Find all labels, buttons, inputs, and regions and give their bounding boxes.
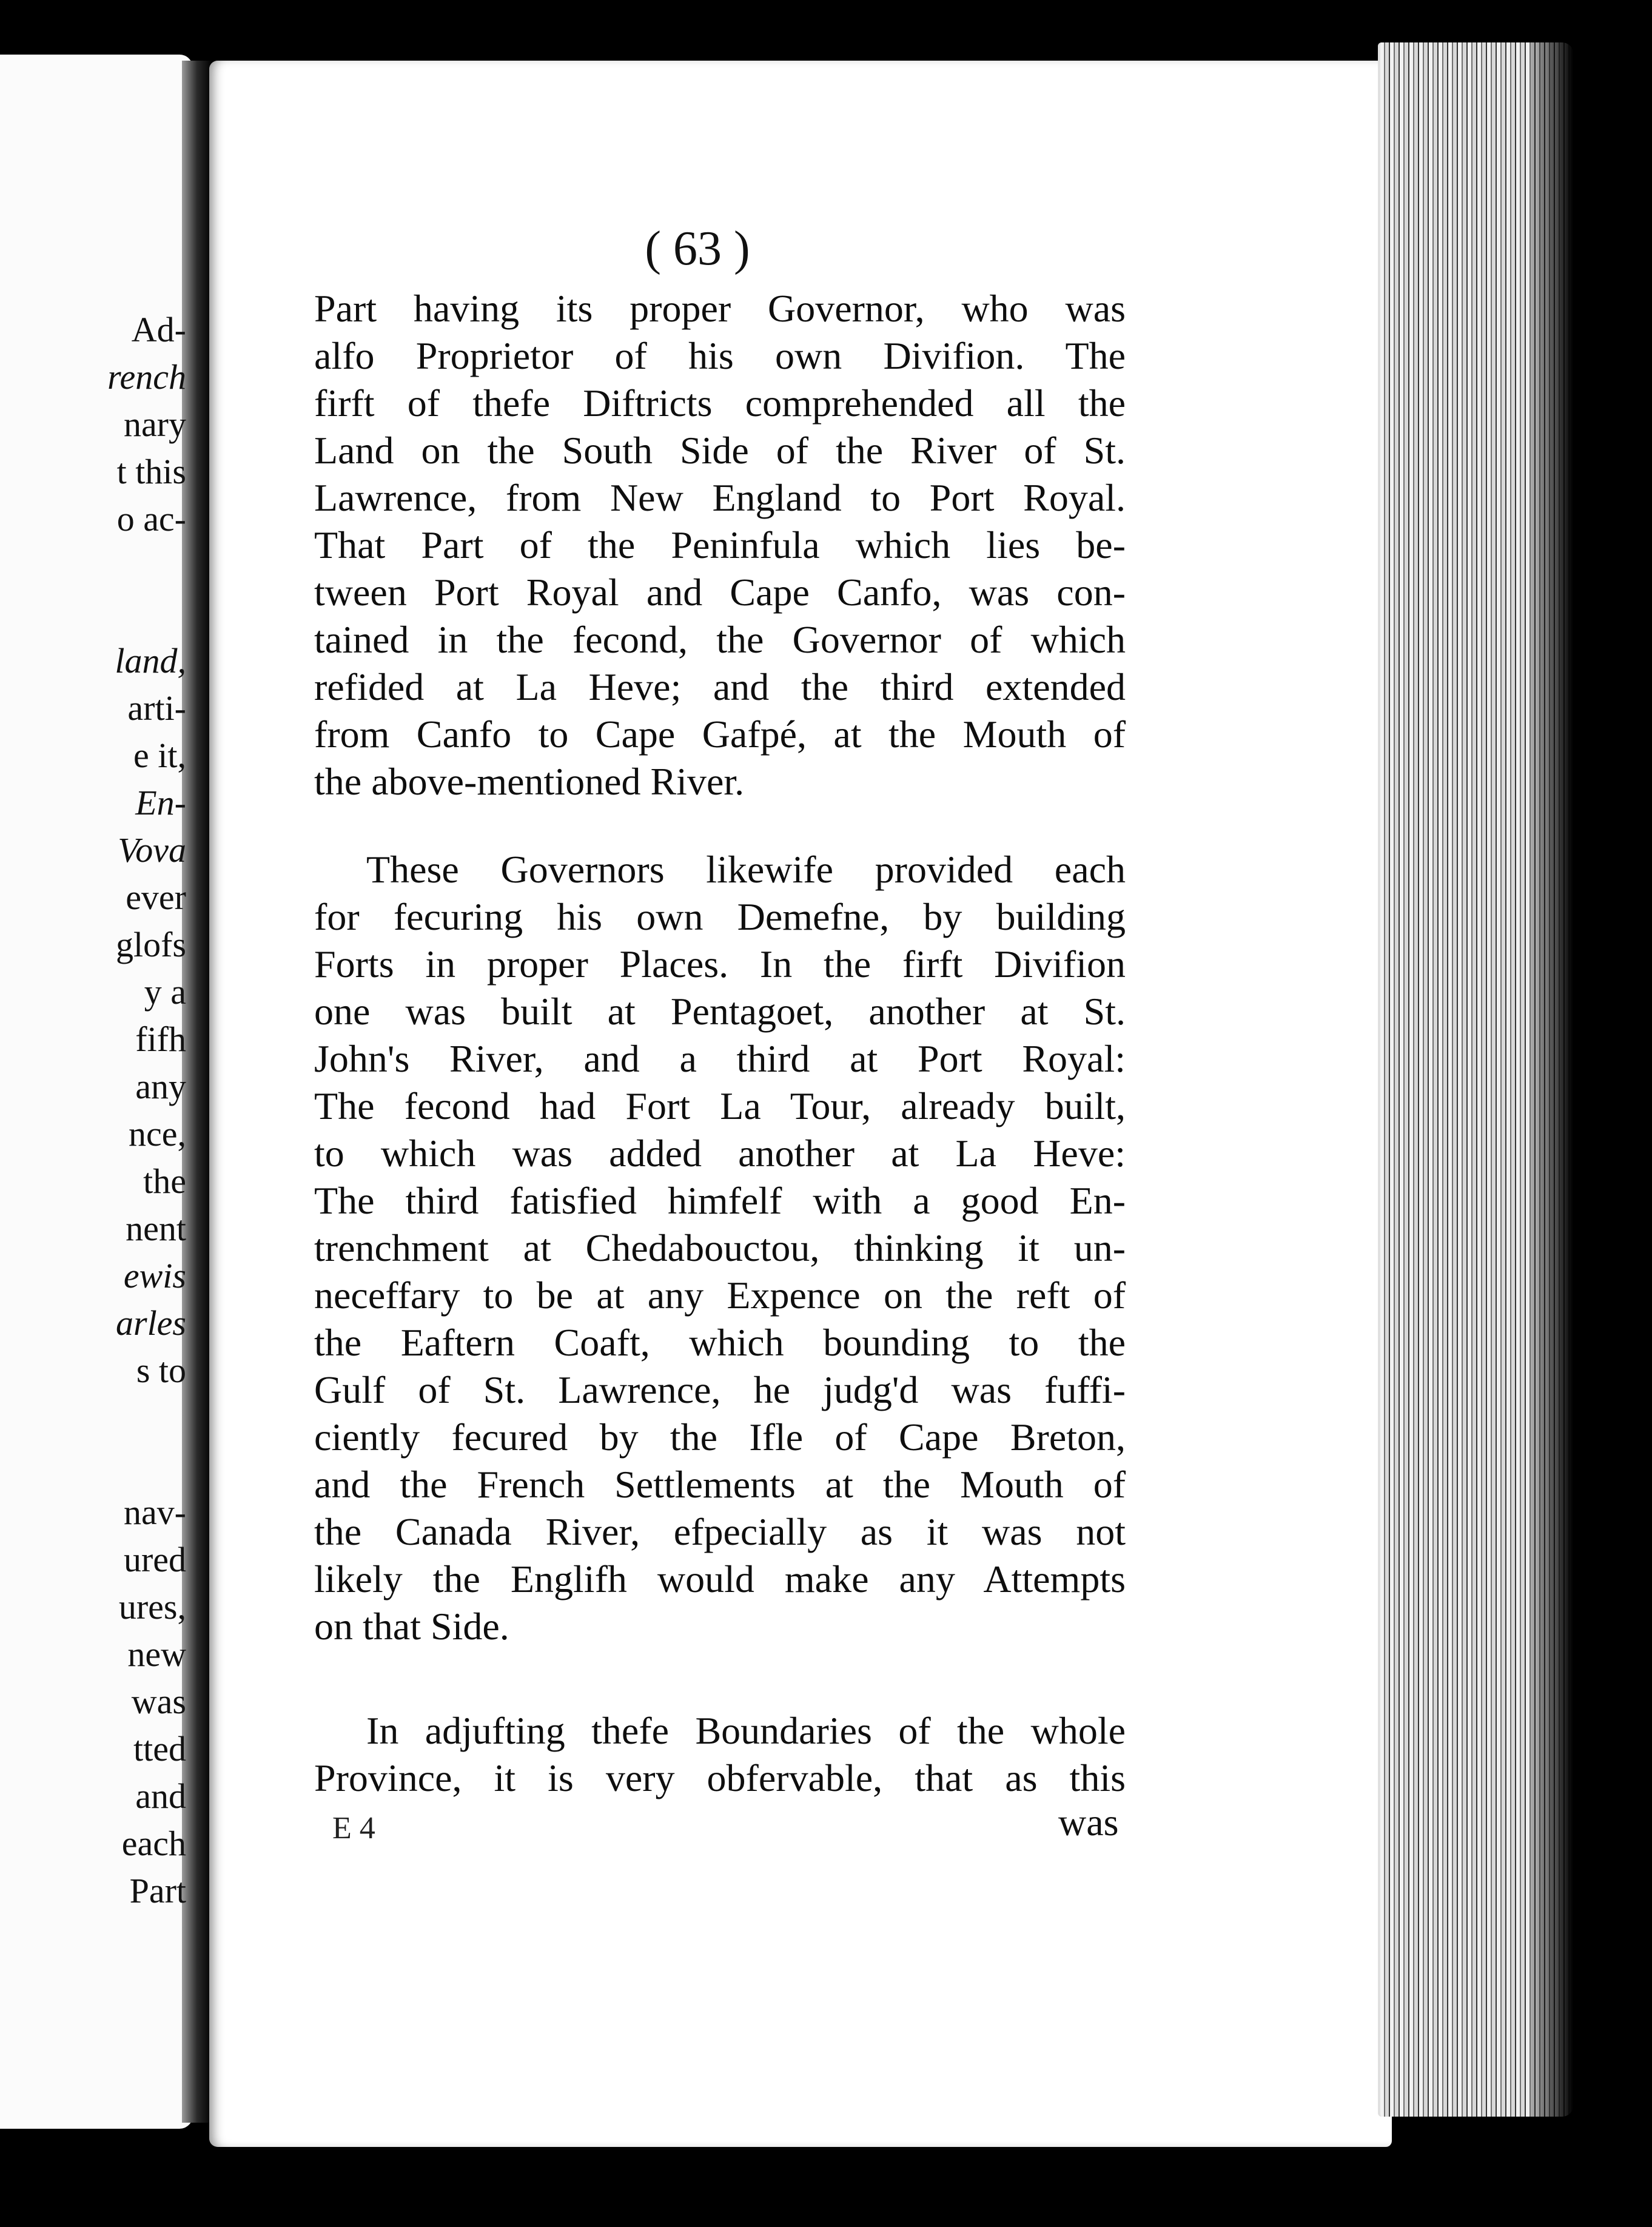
page-number: ( 63 ) [645, 222, 750, 275]
text-line: one was built at Pentagoet, another at St. [314, 990, 1126, 1033]
text-line: The fecond had Fort La Tour, already built, [314, 1084, 1126, 1127]
text-line: firft of thefe Diftricts comprehended all the [314, 381, 1126, 425]
page-edges [1378, 42, 1573, 2117]
text-line: neceffary to be at any Expence on the reft of [314, 1274, 1126, 1317]
text-line: trenchment at Chedabouctou, thinking it un- [314, 1226, 1126, 1269]
book-gutter [182, 61, 212, 2123]
catchword: was [1058, 1801, 1119, 1844]
text-line: tween Port Royal and Cape Canfo, was con- [314, 571, 1126, 614]
left-line: nary [123, 405, 186, 444]
text-line: Part having its proper Governor, who was [314, 287, 1126, 330]
text-line: for fecuring his own Demefne, by building [314, 895, 1126, 938]
left-line: was [131, 1682, 186, 1721]
left-line: glofs [116, 925, 186, 964]
left-line: fifh [135, 1019, 186, 1059]
left-line: ever [126, 878, 186, 917]
text-line: refided at La Heve; and the third extended [314, 665, 1126, 708]
left-line: s to [136, 1351, 186, 1390]
text-line: That Part of the Peninfula which lies be- [314, 523, 1126, 566]
left-line: arles [116, 1303, 186, 1343]
left-line: Vova [118, 830, 186, 870]
text-line: Forts in proper Places. In the firft Divifion [314, 942, 1126, 986]
left-line: e it, [133, 736, 186, 775]
left-line: o ac- [116, 499, 186, 539]
left-line: ures, [118, 1587, 186, 1627]
left-line: land, [115, 641, 186, 680]
text-line: These Governors likewife provided each [366, 848, 1126, 891]
left-line: arti- [127, 688, 186, 728]
left-line: each [121, 1824, 186, 1863]
text-line: from Canfo to Cape Gafpé, at the Mouth of [314, 713, 1126, 756]
text-line: Province, it is very obfervable, that as this [314, 1756, 1126, 1799]
paragraph-1 [314, 285, 1126, 805]
left-line: Part [129, 1871, 186, 1910]
text-line: on that Side. [314, 1605, 509, 1648]
left-line: any [135, 1067, 186, 1106]
left-line: the [143, 1161, 186, 1201]
text-line: Lawrence, from New England to Port Royal. [314, 476, 1126, 519]
text-line: The third fatisfied himfelf with a good En- [314, 1179, 1126, 1222]
text-line: Gulf of St. Lawrence, he judg'd was fuffi- [314, 1368, 1126, 1411]
left-line: tted [133, 1729, 186, 1768]
text-line: tained in the fecond, the Governor of which [314, 618, 1126, 661]
left-line: rench [107, 357, 186, 397]
paragraph-3 [314, 1707, 1126, 1802]
left-line: and [135, 1776, 186, 1816]
text-line: the Eaftern Coaft, which bounding to the [314, 1321, 1126, 1364]
left-line: y a [144, 972, 186, 1012]
text-line: alfo Proprietor of his own Divifion. The [314, 334, 1126, 377]
left-line: new [127, 1634, 186, 1674]
left-line: En- [135, 783, 186, 822]
left-line: t this [116, 452, 186, 491]
left-line: ewis [123, 1256, 186, 1295]
left-line: Ad- [131, 310, 186, 349]
text-line: the Canada River, efpecially as it was not [314, 1510, 1126, 1553]
text-line: ciently fecured by the Ifle of Cape Breton, [314, 1416, 1126, 1459]
signature-mark: E 4 [332, 1811, 375, 1846]
text-line: and the French Settlements at the Mouth of [314, 1463, 1126, 1506]
left-line: ured [123, 1540, 186, 1579]
text-line: John's River, and a third at Port Royal: [314, 1037, 1126, 1080]
text-line: the above-mentioned River. [314, 760, 745, 803]
left-line: nce, [129, 1114, 186, 1154]
text-line: to which was added another at La Heve: [314, 1132, 1126, 1175]
text-line: likely the Englifh would make any Attempts [314, 1557, 1126, 1601]
text-line: Land on the South Side of the River of St. [314, 429, 1126, 472]
paragraph-2 [314, 846, 1126, 1650]
left-line: nav- [123, 1493, 186, 1532]
text-line: In adjufting thefe Boundaries of the whole [366, 1709, 1126, 1752]
left-line: nent [126, 1209, 186, 1248]
